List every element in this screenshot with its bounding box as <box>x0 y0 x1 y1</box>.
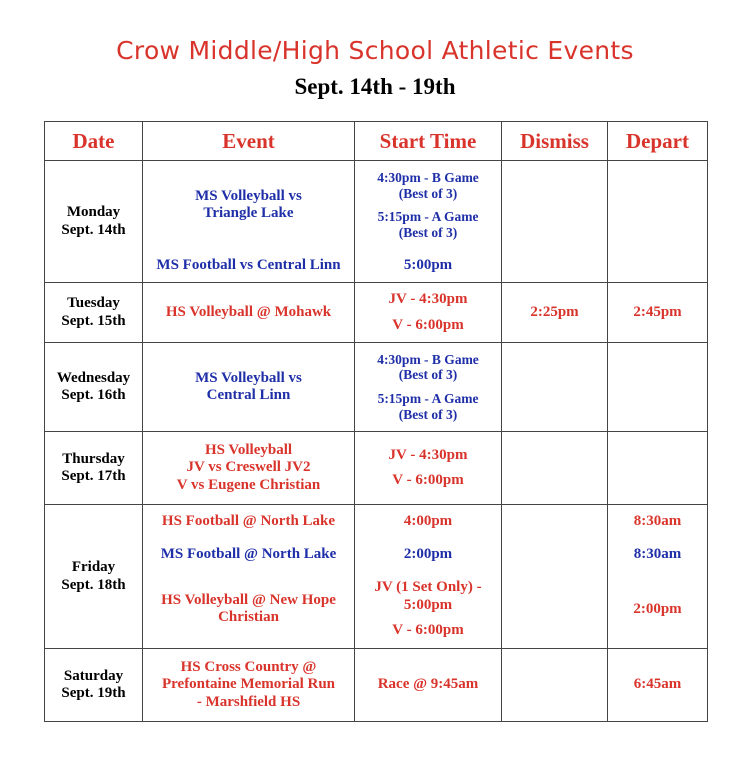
dismiss-cell <box>502 649 608 722</box>
header-event: Event <box>143 122 355 161</box>
depart-cell <box>608 343 708 432</box>
events-table <box>44 121 708 722</box>
dismiss-cell <box>502 250 608 283</box>
depart-cell <box>608 161 708 250</box>
dismiss-cell <box>502 505 608 649</box>
header-date: Date <box>45 122 143 161</box>
start-time-cell: Race @ 9:45am <box>355 649 502 722</box>
start-time-cell: 4:30pm - B Game (Best of 3) 5:15pm - A Game (Best of 3) <box>355 343 502 432</box>
page-subtitle: Sept. 14th - 19th <box>294 74 456 99</box>
depart-cell: 8:30am <box>608 539 708 571</box>
event-cell: HS Volleyball @ Mohawk <box>143 283 355 343</box>
date-cell-tuesday: Tuesday Sept. 15th <box>45 283 143 343</box>
table-row-friday-2 <box>45 539 708 571</box>
event-cell: HS Volleyball JV vs Creswell JV2 V vs Eugene Christian <box>143 432 355 505</box>
event-cell: HS Volleyball @ New Hope Christian <box>143 571 355 649</box>
event-cell: MS Football vs Central Linn <box>143 250 355 283</box>
start-time-cell: JV (1 Set Only) - 5:00pm V - 6:00pm <box>355 571 502 649</box>
date-cell-friday: Friday Sept. 18th <box>45 505 143 649</box>
start-time-cell: JV - 4:30pm V - 6:00pm <box>355 432 502 505</box>
event-cell: MS Volleyball vs Central Linn <box>143 343 355 432</box>
depart-cell: 2:00pm <box>608 571 708 649</box>
table-row-wednesday <box>45 343 708 432</box>
table-row-saturday <box>45 649 708 722</box>
dismiss-cell <box>502 161 608 250</box>
dismiss-cell <box>502 343 608 432</box>
table-row-friday-3 <box>45 571 708 649</box>
dismiss-cell: 2:25pm <box>502 283 608 343</box>
start-time-cell: JV - 4:30pm V - 6:00pm <box>355 283 502 343</box>
date-cell-thursday: Thursday Sept. 17th <box>45 432 143 505</box>
header-depart: Depart <box>608 122 708 161</box>
table-row-monday-1 <box>45 161 708 250</box>
start-time-cell: 5:00pm <box>355 250 502 283</box>
start-time-cell: 4:30pm - B Game (Best of 3) 5:15pm - A Game (Best of 3) <box>355 161 502 250</box>
page-title: Crow Middle/High School Athletic Events <box>116 36 634 65</box>
depart-cell: 2:45pm <box>608 283 708 343</box>
event-cell: MS Football @ North Lake <box>143 539 355 571</box>
header-row <box>45 122 708 161</box>
table-row-thursday <box>45 432 708 505</box>
event-cell: HS Cross Country @ Prefontaine Memorial Run - Marshfield HS <box>143 649 355 722</box>
header-start-time: Start Time <box>355 122 502 161</box>
depart-cell: 8:30am <box>608 505 708 539</box>
date-cell-wednesday: Wednesday Sept. 16th <box>45 343 143 432</box>
start-time-cell: 2:00pm <box>355 539 502 571</box>
table-row-monday-2 <box>45 250 708 283</box>
table-row-friday-1 <box>45 505 708 539</box>
date-cell-saturday: Saturday Sept. 19th <box>45 649 143 722</box>
depart-cell <box>608 250 708 283</box>
event-cell: HS Football @ North Lake <box>143 505 355 539</box>
event-cell: MS Volleyball vs Triangle Lake <box>143 161 355 250</box>
depart-cell: 6:45am <box>608 649 708 722</box>
dismiss-cell <box>502 432 608 505</box>
table-row-tuesday <box>45 283 708 343</box>
header-dismiss: Dismiss <box>502 122 608 161</box>
start-time-cell: 4:00pm <box>355 505 502 539</box>
date-cell-monday: Monday Sept. 14th <box>45 161 143 283</box>
depart-cell <box>608 432 708 505</box>
